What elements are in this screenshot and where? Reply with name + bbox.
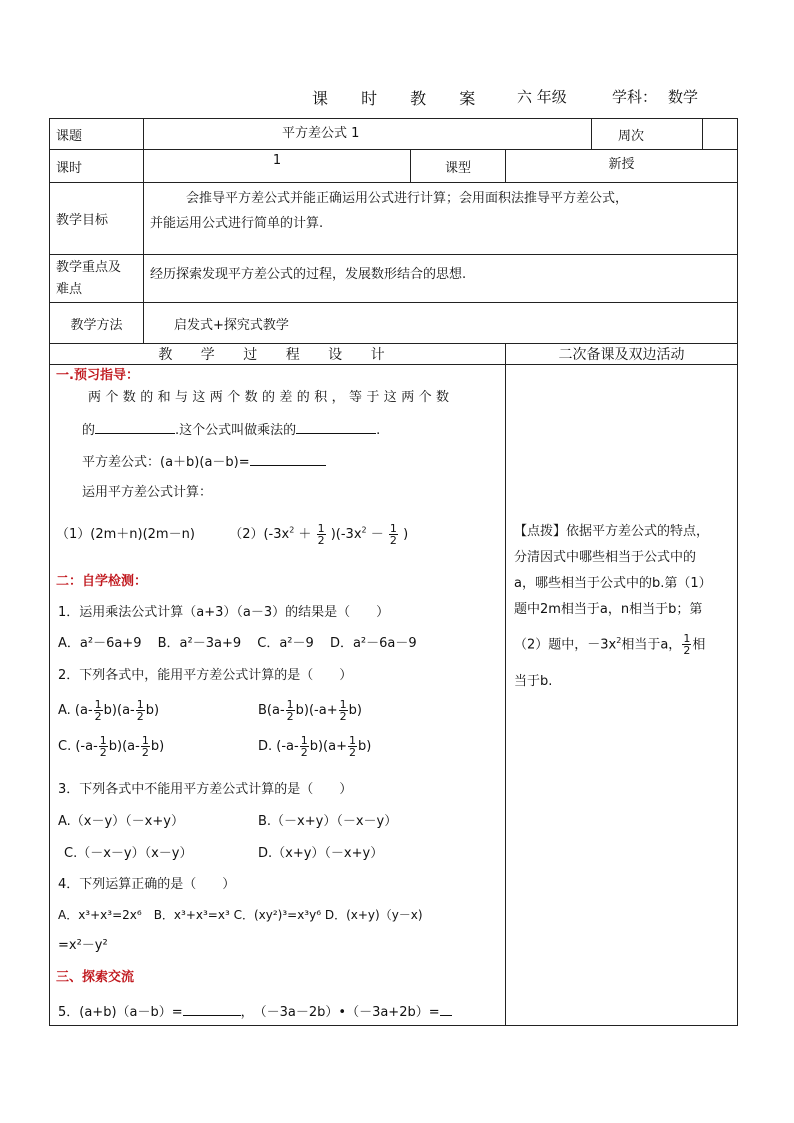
q2-b-label: B xyxy=(258,703,267,718)
frac-den: 2 xyxy=(683,644,691,658)
s1-q2-part-a: （2）(-3x xyxy=(229,527,290,542)
q1-option-c: C．a²－9 xyxy=(257,636,314,651)
question-3: 3．下列各式中不能用平方差公式计算的是（ ） xyxy=(58,782,353,797)
week-label: 周次 xyxy=(592,119,703,149)
objective-line-1: 会推导平方差公式并能正确运用公式进行计算；会用面积法推导平方差公式， xyxy=(186,191,629,206)
lesson-plan-table xyxy=(49,118,738,1026)
note-line-6: 当于b. xyxy=(514,674,553,690)
fraction-half xyxy=(286,699,295,722)
s1-paragraph-1: 两个数的和与这两个数的差的积，等于这两个数 xyxy=(88,390,454,405)
blank-formula[interactable] xyxy=(250,453,326,466)
q3-option-b: B.（－x+y）（－x－y） xyxy=(258,814,398,829)
s1-formula-line xyxy=(82,453,326,471)
frac-den: 2 xyxy=(136,710,144,723)
topic-value-text: 平方差公式 1 xyxy=(282,126,360,141)
period-label: 课时 xyxy=(50,150,144,183)
q2-d-label: D. xyxy=(258,739,273,754)
topic-value xyxy=(144,119,592,150)
s1-q2-part-c: )(-3x xyxy=(330,527,362,542)
week-cell xyxy=(592,119,738,150)
process-cell xyxy=(50,365,506,1026)
frac-num: 1 xyxy=(286,698,294,711)
frac-num: 1 xyxy=(339,698,347,711)
note-line-5: （2）题中，$-3x^2$相当于a， $\frac{1}{2}$ 相 xyxy=(514,632,706,658)
frac-num: 1 xyxy=(348,734,356,747)
type-value: 新授 xyxy=(506,150,738,183)
frac-num: 1 xyxy=(683,632,691,646)
fraction-half xyxy=(136,699,145,722)
q2-option-b: B(a- $\frac{1}{2}$ b)(-a+ $\frac{1}{2}$ b) xyxy=(258,698,362,723)
q2-c-label: C. xyxy=(58,739,72,754)
s1-questions: （1）(2m＋n)(2m－n) $(2)(-3x^2$ ＋ $\frac{1}{2}$ )($-3x^2$ － $\frac{1}{2}$ ) xyxy=(56,522,409,547)
frac-den: 2 xyxy=(339,710,347,723)
objective-label: 教学目标 xyxy=(50,183,144,255)
key-label-line-1: 教学重点及 xyxy=(56,259,122,275)
note-line-5-a: （2）题中，－3x xyxy=(514,637,617,653)
q1-option-a: A．a²－6a+9 xyxy=(58,636,142,651)
formula-expression: (a＋b)(a－b)= xyxy=(160,455,250,470)
blank-1[interactable] xyxy=(95,421,175,434)
frac-den: 2 xyxy=(389,534,397,547)
q3-option-c: C.（－x－y）（x－y） xyxy=(64,846,193,861)
q3-option-d: D.（x+y）（－x+y） xyxy=(258,846,384,861)
blank-2[interactable] xyxy=(296,421,376,434)
section-3-title: 三、探索交流 xyxy=(56,970,135,985)
fraction-half xyxy=(94,699,103,722)
frac-den: 2 xyxy=(348,746,356,759)
note-line-2: 分清因式中哪些相当于公式中的 xyxy=(514,550,697,565)
question-4: 4．下列运算正确的是（ ） xyxy=(58,877,236,892)
frac-den: 2 xyxy=(300,746,308,759)
fraction-half xyxy=(317,523,326,546)
note-line-4: 题中2m相当于a，n相当于b；第 xyxy=(514,602,703,617)
q3-option-a: A.（x－y）（－x+y） xyxy=(58,814,184,829)
question-2: 2．下列各式中，能用平方差公式计算的是（ ） xyxy=(58,668,353,683)
s1-paragraph-2 xyxy=(82,421,380,439)
subject-value: 数学 xyxy=(668,88,699,106)
method-label: 教学方法 xyxy=(50,303,144,344)
question-5 xyxy=(58,1003,452,1021)
objective-line-2: 并能运用公式进行简单的计算. xyxy=(150,216,324,231)
q2-option-c: C. (-a- $\frac{1}{2}$ b)(a- $\frac{1}{2}$ b) xyxy=(58,734,165,759)
s1-p2-text-b: .这个公式叫做乘法的 xyxy=(175,423,297,438)
s1-q2-part-e: ) xyxy=(403,527,409,542)
q2-option-d: D. (-a- $\frac{1}{2}$ b)(a+ $\frac{1}{2}$ b) xyxy=(258,734,372,759)
grade-label: 六 年级 xyxy=(517,88,567,106)
fraction-half xyxy=(389,523,398,546)
fraction-half xyxy=(339,699,348,722)
q1-option-b: B．a²－3a+9 xyxy=(157,636,242,651)
note-block xyxy=(514,519,746,695)
s1-q2-part-d: － xyxy=(370,527,384,542)
frac-den: 2 xyxy=(141,746,149,759)
q4-options-line-1: A．x³+x³=2x⁶ B．x³+x³=x³ C．(xy²)³=x³y⁶ D．(x+y)（y－x) xyxy=(58,908,423,922)
notes-cell xyxy=(506,365,738,1026)
frac-num: 1 xyxy=(99,734,107,747)
q2-a-label: A. xyxy=(58,703,71,718)
frac-num: 1 xyxy=(141,734,149,747)
topic-label: 课题 xyxy=(50,119,144,150)
lesson-content xyxy=(50,365,505,1025)
fraction-half xyxy=(99,735,108,758)
period-value: 1 xyxy=(144,150,411,183)
note-line-5-c: 相 xyxy=(692,637,706,653)
note-line-1: 【点拨】依据平方差公式的特点， xyxy=(514,524,710,539)
fraction-half xyxy=(682,633,691,656)
s1-question-1: （1）(2m＋n)(2m－n) xyxy=(56,527,195,542)
key-label-line-2: 难点 xyxy=(56,281,83,297)
key-value: 经历探索发现平方差公式的过程，发展数形结合的思想. xyxy=(144,255,738,303)
page-header xyxy=(0,86,794,112)
s1-p2-text-c: . xyxy=(376,423,381,438)
q4-options-line-2: =x²－y² xyxy=(58,938,108,953)
fraction-half xyxy=(300,735,309,758)
note-line-3: a，哪些相当于公式中的b.第（1） xyxy=(514,576,712,591)
q5-blank-2[interactable] xyxy=(440,1003,452,1016)
q1-option-d: D．a²－6a－9 xyxy=(329,636,417,651)
frac-num: 1 xyxy=(136,698,144,711)
section-2-title: 二：自学检测： xyxy=(56,574,148,589)
frac-den: 2 xyxy=(286,710,294,723)
frac-den: 2 xyxy=(99,746,107,759)
q5-text-b: ， （－3a－2b）•（－3a+2b）= xyxy=(240,1005,440,1020)
q5-text-a: 5．(a+b)（a－b）= xyxy=(58,1005,183,1020)
type-label: 课型 xyxy=(411,150,506,183)
process-header: 教 学 过 程 设 计 xyxy=(50,344,506,365)
frac-num: 1 xyxy=(94,698,102,711)
frac-num: 1 xyxy=(317,522,325,535)
section-1-title: 一.预习指导： xyxy=(56,368,139,383)
question-1: 1．运用乘法公式计算（a+3）（a－3）的结果是（ ） xyxy=(58,605,390,620)
method-value: 启发式+探究式教学 xyxy=(144,303,738,344)
note-line-5-b: 相当于a， xyxy=(621,637,682,653)
fraction-half xyxy=(348,735,357,758)
page-title: 课 时 教 案 xyxy=(312,89,490,108)
formula-label: 平方差公式： xyxy=(82,455,161,470)
second-header: 二次备课及双边活动 xyxy=(506,344,738,365)
s1-q2-part-b: ＋ xyxy=(298,527,312,542)
question-1-options xyxy=(58,637,417,652)
subject-label: 学科： xyxy=(612,88,658,106)
s1-calc-label: 运用平方差公式计算： xyxy=(82,485,213,500)
objective-cell xyxy=(144,183,738,255)
frac-num: 1 xyxy=(389,522,397,535)
q2-option-a: A. (a- $\frac{1}{2}$ b)(a- $\frac{1}{2}$ b) xyxy=(58,698,160,723)
frac-den: 2 xyxy=(94,710,102,723)
frac-num: 1 xyxy=(300,734,308,747)
fraction-half xyxy=(141,735,150,758)
notes-content xyxy=(506,365,737,1025)
frac-den: 2 xyxy=(317,534,325,547)
key-label xyxy=(50,255,144,303)
s1-p2-text-a: 的 xyxy=(82,423,96,438)
q5-blank-1[interactable] xyxy=(183,1003,241,1016)
